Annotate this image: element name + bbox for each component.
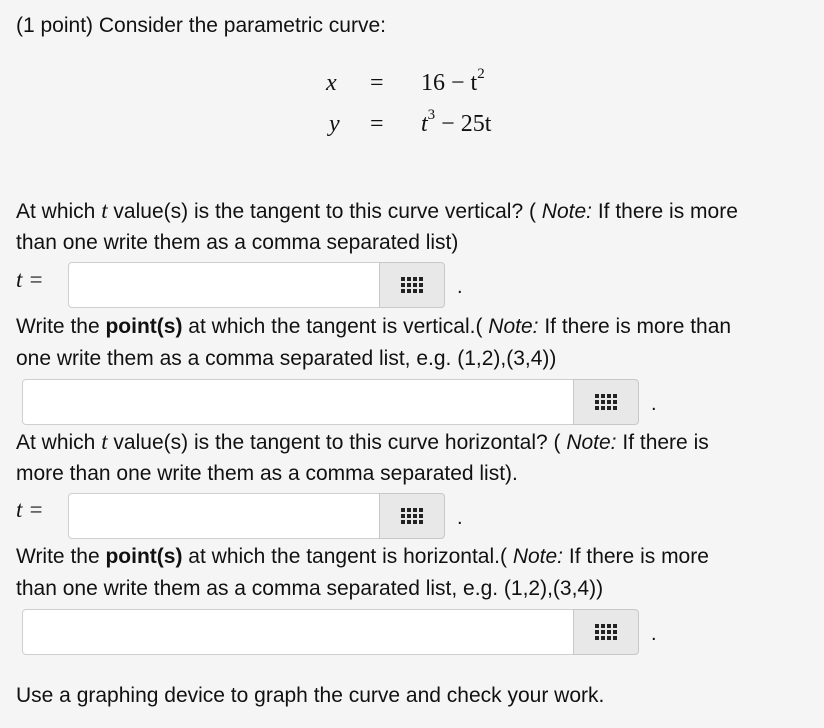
eq-x-rhs: $16 - t^2$	[421, 66, 485, 96]
q1-period: .	[457, 276, 463, 298]
eq-x-equals: =	[370, 70, 384, 96]
q3-prompt-line2: more than one write them as a comma separated list).	[16, 462, 518, 485]
q2-period: .	[651, 393, 657, 415]
intro-text: (1 point) Consider the parametric curve:	[16, 14, 386, 37]
q2-prompt-line2: one write them as a comma separated list, e.g. (1,2),(3,4))	[16, 347, 557, 370]
q1-palette-button[interactable]	[379, 262, 445, 308]
q1-prompt: At which t value(s) is the tangent to this curve vertical? ( Note: If there is more	[16, 198, 738, 223]
eq-y-equals: =	[370, 111, 384, 137]
q4-period: .	[651, 623, 657, 645]
q3-answer-input[interactable]	[68, 493, 380, 539]
eq-y-lhs: y	[329, 111, 340, 137]
q3-palette-button[interactable]	[379, 493, 445, 539]
eq-y-rhs: $t^3 - 25t$	[421, 107, 492, 137]
eq-x-lhs: x	[326, 70, 337, 96]
q4-answer-input[interactable]	[22, 609, 574, 655]
q2-prompt: Write the point(s) at which the tangent is vertical.( Note: If there is more than	[16, 315, 732, 338]
equation-palette-icon	[401, 277, 423, 293]
q2-palette-button[interactable]	[573, 379, 639, 425]
q3-prompt: At which t value(s) is the tangent to this curve horizontal? ( Note: If there is	[16, 429, 709, 454]
equation-palette-icon	[595, 394, 617, 410]
q4-prompt-line2: than one write them as a comma separated list, e.g. (1,2),(3,4))	[16, 577, 604, 600]
equation-palette-icon	[595, 624, 617, 640]
q3-period: .	[457, 507, 463, 529]
q4-palette-button[interactable]	[573, 609, 639, 655]
equation-palette-icon	[401, 508, 423, 524]
footer-instruction: Use a graphing device to graph the curve and check your work.	[16, 684, 605, 707]
q2-answer-input[interactable]	[22, 379, 574, 425]
q1-prompt-line2: than one write them as a comma separated list)	[16, 231, 459, 254]
q1-answer-label: t =	[16, 267, 44, 292]
q4-prompt: Write the point(s) at which the tangent is horizontal.( Note: If there is more	[16, 545, 709, 568]
q1-answer-input[interactable]	[68, 262, 380, 308]
q3-answer-label: t =	[16, 497, 44, 522]
